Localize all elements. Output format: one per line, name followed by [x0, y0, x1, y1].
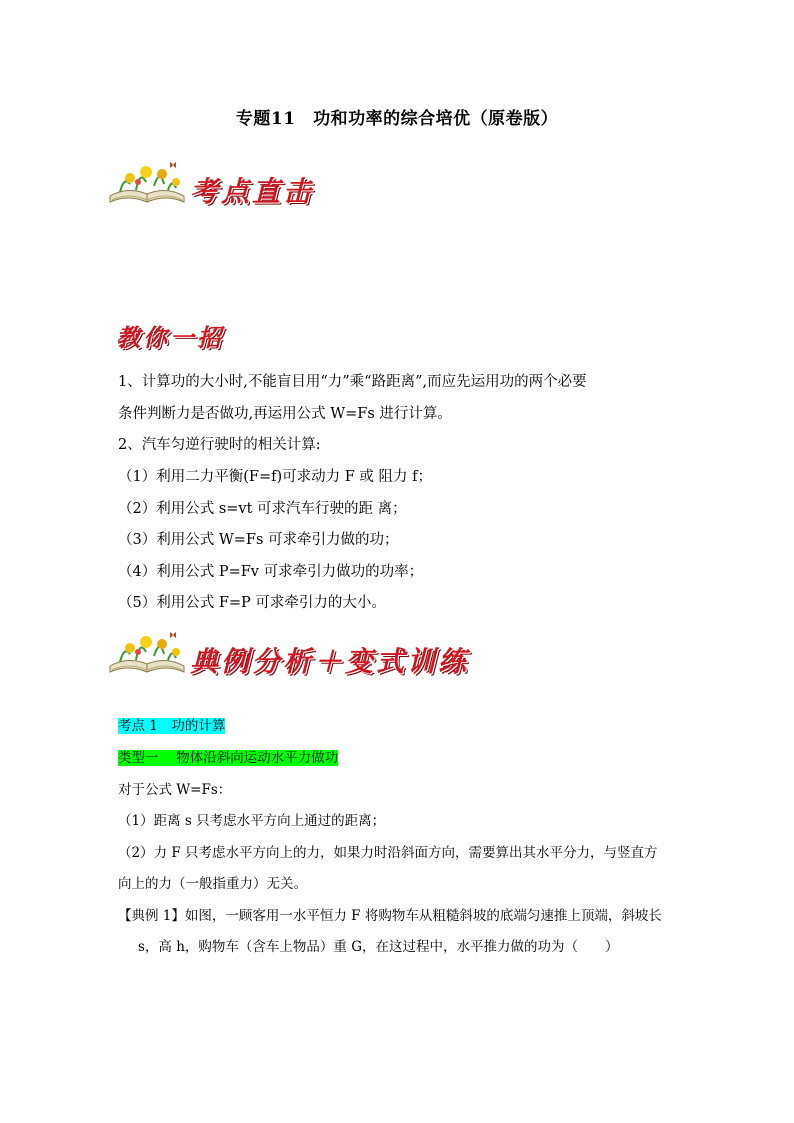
open-book-flowers-icon: [106, 156, 188, 208]
note-2b: 向上的力（一般指重力）无关。: [118, 876, 307, 892]
type-label-text: 类型一 物体沿斜向运动水平力做功: [118, 750, 339, 766]
formula-intro: 对于公式 W=Fs：: [118, 782, 232, 798]
note-1: （1）距离 s 只考虑水平方向上通过的距离；: [118, 813, 386, 829]
type-label: [118, 748, 338, 768]
open-book-flowers-icon: [106, 626, 188, 678]
tip-line-8: （5）利用公式 F=P 可求牵引力的大小。: [118, 595, 386, 611]
point-label: [118, 716, 225, 736]
examples-banner: 典例分析＋变式训练: [190, 645, 470, 678]
note-2a: （2）力 F 只考虑水平方向上的力，如果力时沿斜面方向，需要算出其水平分力，与竖直方: [118, 845, 658, 861]
example-1-line-1: 【典例 1】如图，一顾客用一水平恒力 F 将购物车从粗糙斜坡的底端匀速推上顶端，斜坡长: [118, 908, 662, 924]
point-label-text: 考点 1 功的计算: [118, 718, 226, 734]
tip-line-6: （3）利用公式 W=Fs 可求牵引力做的功；: [118, 532, 399, 548]
tip-line-4: （1）利用二力平衡(F=f)可求动力 F 或 阻力 f；: [118, 469, 432, 485]
exam-points-banner: 考点直击: [190, 175, 315, 208]
tip-line-3: 2、汽车匀逆行驶时的相关计算:: [118, 437, 321, 453]
tip-line-1: 1、计算功的大小时,不能盲目用“力”乘“路距离”,而应先运用功的两个必要: [118, 374, 587, 390]
tip-line-7: （4）利用公式 P=Fv 可求牵引力做功的功率；: [118, 564, 424, 580]
example-1-line-2: s，高 h，购物车（含车上物品）重 G，在这过程中，水平推力做的功为（ ）: [138, 939, 619, 955]
page-title: 专题11 功和功率的综合培优（原卷版）: [235, 109, 559, 129]
tip-line-2: 条件判断力是否做功,再运用公式 W=Fs 进行计算。: [118, 406, 452, 422]
tip-line-5: （2）利用公式 s=vt 可求汽车行驶的距 离；: [118, 501, 407, 517]
teach-you-banner: 教你一招: [116, 323, 224, 352]
